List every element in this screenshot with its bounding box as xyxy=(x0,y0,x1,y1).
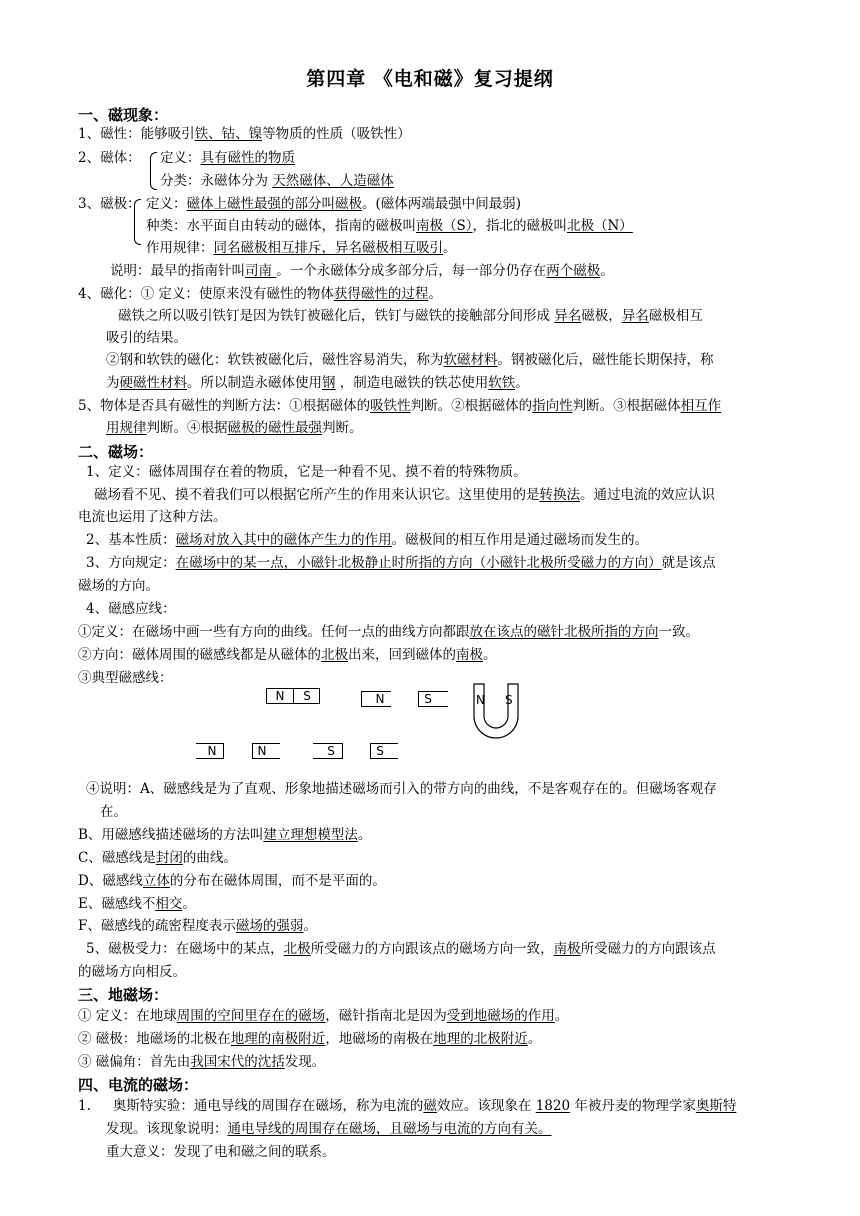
south-pole-label: S xyxy=(303,689,311,703)
field-basic-property: 2、基本性质：磁场对放入其中的磁体产生力的作用。磁极间的相互作用是通过磁场而发生的。 xyxy=(86,532,649,548)
south-pole-label: S xyxy=(424,692,432,706)
pole-rule: 作用规律：同名磁极相互排斥，异名磁极相互吸引。 xyxy=(146,240,457,256)
pole-force-cont: 的磁场方向相反。 xyxy=(78,964,186,980)
field-direction: 3、方向规定：在磁场中的某一点，小磁针北极静止时所指的方向（小磁针北极所受磁力的方向）就是该点 xyxy=(86,555,716,571)
section-heading-3: 三、地磁场： xyxy=(78,986,169,1004)
field-lines-note-c: C、磁感线是封闭的曲线。 xyxy=(78,850,237,866)
north-pole-magnet xyxy=(252,743,280,759)
north-pole-label: N xyxy=(257,744,267,758)
typical-field-lines-label: ③典型磁感线： xyxy=(78,670,173,686)
south-pole-magnet xyxy=(370,743,398,759)
field-lines-note-f: F、磁感线的疏密程度表示磁场的强弱。 xyxy=(78,918,317,934)
item-judgment-cont: 用规律判断。④根据磁极的磁性最强判断。 xyxy=(106,420,363,436)
field-lines-definition: ①定义：在磁场中画一些有方向的曲线。任何一点的曲线方向都跟放在该点的磁针北极所指的方向一致。 xyxy=(78,624,699,640)
field-direction-cont: 磁场的方向。 xyxy=(78,578,159,594)
field-lines-heading: 4、磁感应线： xyxy=(86,601,176,617)
north-pole-label: N xyxy=(207,744,217,758)
field-lines-note-a: ④说明：A、磁感线是为了直观、形象地描述磁场而引入的带方向的曲线，不是客观存在的。但磁场客观存 xyxy=(86,781,717,797)
north-pole-label: N xyxy=(375,692,385,706)
south-pole-magnet xyxy=(313,743,343,759)
south-pole-label: S xyxy=(505,693,513,707)
oersted-significance: 重大意义：发现了电和磁之间的联系。 xyxy=(106,1144,336,1160)
field-lines-note-d: D、磁感线立体的分布在磁体周围，而不是平面的。 xyxy=(78,873,386,889)
geomagnetic-definition: ① 定义：在地球周围的空间里存在的磁场，磁针指南北是因为受到地磁场的作用。 xyxy=(78,1008,569,1024)
steel-iron-magnetization: ②钢和软铁的磁化：软铁被磁化后，磁性容易消失，称为软磁材料。钢被磁化后，磁性能长期保持，称 xyxy=(106,352,714,368)
brace xyxy=(150,152,157,190)
item-magnet-label: 2、磁体： xyxy=(78,150,141,166)
pole-note: 说明：最早的指南针叫司南 。一个永磁体分成多部分后，每一部分仍存在两个磁极。 xyxy=(110,263,614,279)
magnet-definition: 定义：具有磁性的物质 xyxy=(160,150,295,166)
item-pole-label: 3、磁极： xyxy=(78,196,141,212)
geomagnetic-poles: ② 磁极：地磁场的北极在地理的南极附近，地磁场的南极在地理的北极附近。 xyxy=(78,1031,542,1047)
north-pole-magnet xyxy=(196,743,224,759)
south-pole-magnet xyxy=(418,691,448,707)
magnet-classification: 分类：永磁体分为 天然磁体、人造磁体 xyxy=(160,173,394,189)
field-conversion-cont: 电流也运用了这种方法。 xyxy=(78,509,227,525)
item-magnetism: 1、磁性：能够吸引铁、钴、镍等物质的性质（吸铁性） xyxy=(78,126,411,142)
field-conversion: 磁场看不见、摸不着我们可以根据它所产生的作用来认识它。这里使用的是转换法。通过电流的效应认识 xyxy=(94,487,715,503)
page-title: 第四章 《电和磁》复习提纲 xyxy=(306,68,554,90)
item-judgment: 5、物体是否具有磁性的判断方法：①根据磁体的吸铁性判断。②根据磁体的指向性判断。③根据磁体相互作 xyxy=(78,398,722,414)
section-heading-4: 四、电流的磁场： xyxy=(78,1076,199,1094)
oersted-experiment-cont: 发现。该现象说明：通电导线的周围存在磁场，且磁场与电流的方向有关。 xyxy=(106,1121,552,1137)
north-pole-label: N xyxy=(275,689,285,703)
pole-definition: 定义：磁体上磁性最强的部分叫磁极。(磁体两端最强中间最弱) xyxy=(146,196,522,212)
steel-iron-magnetization-cont: 为硬磁性材料。所以制造永磁体使用钢 ，制造电磁铁的铁芯使用软铁。 xyxy=(106,375,529,391)
field-lines-note-b: B、用磁感线描述磁场的方法叫建立理想模型法。 xyxy=(78,827,372,843)
bar-magnet-diagram xyxy=(266,688,320,704)
section-heading-1: 一、磁现象： xyxy=(78,106,169,124)
brace xyxy=(134,199,141,245)
north-pole-magnet xyxy=(361,691,391,707)
south-pole-label: S xyxy=(327,744,335,758)
magnetization-explanation: 磁铁之所以吸引铁钉是因为铁钉被磁化后，铁钉与磁铁的接触部分间形成 异名磁极，异名磁极相互 xyxy=(118,308,703,324)
item-magnetization: 4、磁化：① 定义：使原来没有磁性的物体获得磁性的过程。 xyxy=(78,286,442,302)
section-heading-2: 二、磁场： xyxy=(78,443,154,461)
pole-kinds: 种类：水平面自由转动的磁体，指南的磁极叫南极（S），指北的磁极叫北极（N） xyxy=(146,218,633,234)
field-definition: 1、定义：磁体周围存在着的物质，它是一种看不见、摸不着的特殊物质。 xyxy=(86,464,527,480)
field-lines-note-a-cont: 在。 xyxy=(100,804,127,820)
magnetization-explanation-cont: 吸引的结果。 xyxy=(106,330,187,346)
field-lines-direction: ②方向：磁体周围的磁感线都是从磁体的北极出来，回到磁体的南极。 xyxy=(78,647,497,663)
field-lines-note-e: E、磁感线不相交。 xyxy=(78,896,196,912)
south-pole-label: S xyxy=(376,744,384,758)
magnetic-declination: ③ 磁偏角：首先由我国宋代的沈括发现。 xyxy=(78,1054,326,1070)
oersted-experiment: 1. 奥斯特实验：通电导线的周围存在磁场，称为电流的磁效应。该现象在 1820 年被丹麦的物理学家奥斯特 xyxy=(78,1098,737,1114)
pole-force: 5、磁极受力：在磁场中的某点，北极所受磁力的方向跟该点的磁场方向一致，南极所受磁力的方向跟该点 xyxy=(86,941,716,957)
north-pole-label: N xyxy=(476,693,485,707)
